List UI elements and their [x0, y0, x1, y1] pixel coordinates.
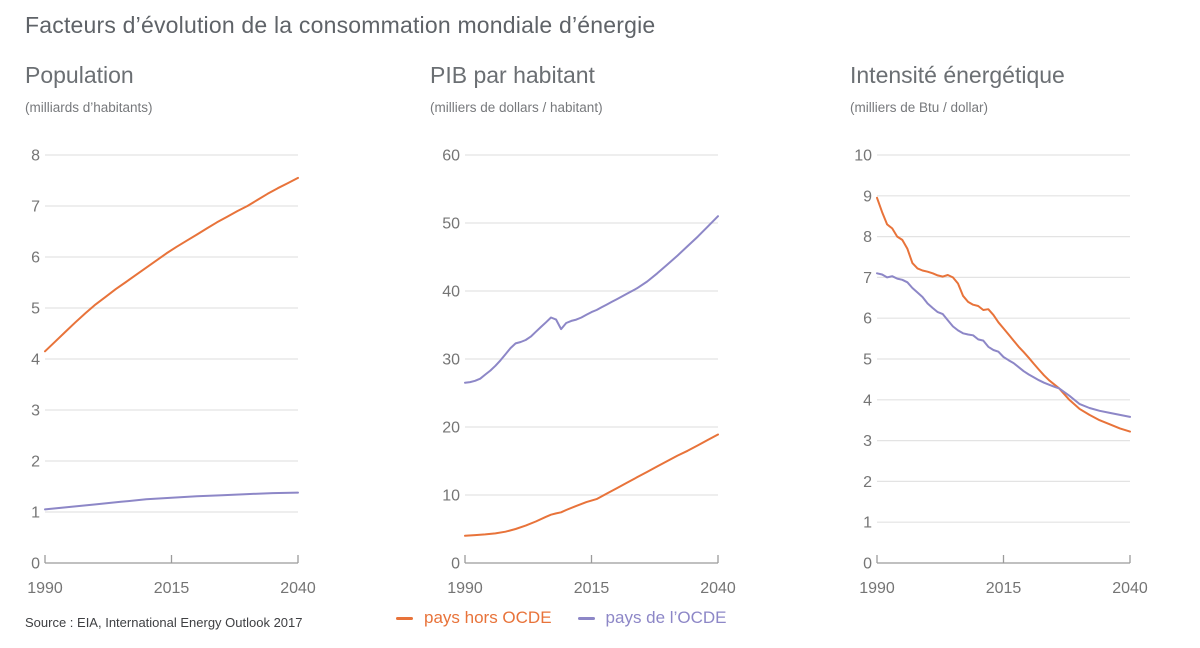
- x-axis-tick-label: 2015: [573, 580, 610, 597]
- y-axis-tick-label: 30: [442, 351, 460, 369]
- y-axis-tick-label: 3: [31, 402, 40, 420]
- y-axis-tick-label: 60: [442, 147, 460, 165]
- y-axis-tick-label: 9: [863, 188, 872, 206]
- legend-label-hors-ocde: pays hors OCDE: [424, 608, 552, 627]
- x-axis-tick-label: 2040: [700, 580, 736, 597]
- series-line-hors_ocde: [465, 435, 718, 536]
- y-axis-tick-label: 5: [863, 351, 872, 369]
- energy-intensity-chart-title: Intensité énergétique: [850, 62, 1065, 88]
- legend-line-swatch-ocde: [578, 617, 595, 620]
- y-axis-tick-label: 0: [863, 555, 872, 573]
- population-chart: [0, 140, 340, 610]
- series-line-hors_ocde: [877, 198, 1130, 432]
- series-line-ocde: [45, 493, 298, 510]
- y-axis-tick-label: 7: [31, 198, 40, 216]
- y-axis-tick-label: 6: [31, 249, 40, 267]
- legend-item-ocde: [578, 608, 727, 628]
- y-axis-tick-label: 2: [31, 453, 40, 471]
- source-caption: Source : EIA, International Energy Outlook 2017: [25, 615, 303, 630]
- population-chart-subtitle: (milliards d’habitants): [25, 100, 153, 115]
- page-title: Facteurs d’évolution de la consommation mondiale d’énergie: [25, 12, 656, 38]
- series-line-ocde: [465, 216, 718, 383]
- y-axis-tick-label: 6: [863, 310, 872, 328]
- x-axis-tick-label: 1990: [859, 580, 895, 597]
- series-line-ocde: [877, 273, 1130, 417]
- y-axis-tick-label: 2: [863, 473, 872, 491]
- x-axis-tick-label: 2015: [985, 580, 1022, 597]
- legend-item-hors-ocde: [396, 608, 552, 628]
- x-axis-tick-label: 2040: [1112, 580, 1148, 597]
- series-line-hors_ocde: [45, 178, 298, 351]
- x-axis-tick-label: 2040: [280, 580, 316, 597]
- y-axis-tick-label: 10: [854, 147, 872, 165]
- y-axis-tick-label: 4: [31, 351, 40, 369]
- x-axis-tick-label: 1990: [447, 580, 483, 597]
- y-axis-tick-label: 1: [863, 514, 872, 532]
- gdp-chart-subtitle: (milliers de dollars / habitant): [430, 100, 603, 115]
- y-axis-tick-label: 7: [863, 269, 872, 287]
- y-axis-tick-label: 8: [863, 229, 872, 247]
- y-axis-tick-label: 0: [451, 555, 460, 573]
- y-axis-tick-label: 5: [31, 300, 40, 318]
- energy-intensity-chart-header: [850, 62, 1200, 115]
- gdp-chart-header: [430, 62, 790, 115]
- gdp-chart-title: PIB par habitant: [430, 62, 595, 88]
- energy-intensity-chart-subtitle: (milliers de Btu / dollar): [850, 100, 989, 115]
- y-axis-tick-label: 20: [442, 419, 460, 437]
- legend-label-ocde: pays de l’OCDE: [605, 608, 727, 627]
- legend-line-swatch-hors-ocde: [396, 617, 413, 620]
- energy-intensity-chart: [832, 140, 1172, 610]
- y-axis-tick-label: 40: [442, 283, 460, 301]
- y-axis-tick-label: 0: [31, 555, 40, 573]
- population-chart-title: Population: [25, 62, 134, 88]
- y-axis-tick-label: 3: [863, 433, 872, 451]
- gdp-per-capita-chart: [420, 140, 760, 610]
- x-axis-tick-label: 2015: [153, 580, 190, 597]
- y-axis-tick-label: 8: [31, 147, 40, 165]
- y-axis-tick-label: 50: [442, 215, 460, 233]
- y-axis-tick-label: 4: [863, 392, 872, 410]
- population-chart-header: [25, 62, 385, 115]
- chart-legend: [396, 608, 726, 628]
- x-axis-tick-label: 1990: [27, 580, 63, 597]
- y-axis-tick-label: 1: [31, 504, 40, 522]
- y-axis-tick-label: 10: [442, 487, 460, 505]
